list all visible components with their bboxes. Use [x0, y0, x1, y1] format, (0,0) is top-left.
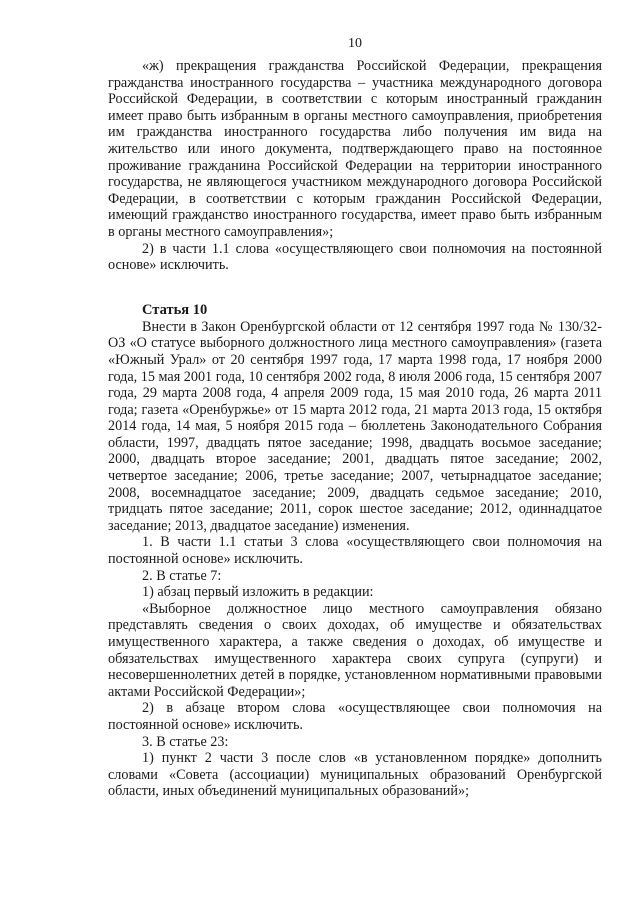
paragraph-amendment-intro: Внести в Закон Оренбургской области от 12 сентября 1997 года № 130/32-ОЗ «О статусе выборного должностного лица местного самоуправления» (газета «Южный Урал» от 20 сентября 1997 года, 17 марта 1998 года, 17 ноября 2000 года, 15 мая 2001 года, 10 сентября 2002 года, 8 июля 2006 года, 15 сентября 2007 года, 29 марта 2008 года, 4 апреля 2009 года, 15 мая 2010 года, 26 марта 2011 года; газета «Оренбуржье» от 15 марта 2012 года, 21 марта 2013 года, 15 октября 2014 года, 14 мая, 5 ноября 2015 года – бюллетень Законодательного Собрания области, 1997, двадцать пятое заседание; 1998, двадцать восьмое заседание; 2000, двадцать второе заседание; 2001, двадцать пятое заседание; 2002, четвертое заседание; 2006, третье заседание; 2007, четырнадцатое заседание; 2008, восемнадцатое заседание; 2009, двадцать седьмое заседание; 2010, тридцать пятое заседание; 2011, сорок шестое заседание; 2012, одиннадцатое заседание; 2013, двадцатое заседание) изменения. — [108, 318, 602, 534]
section-spacer — [108, 274, 602, 302]
paragraph-item-2-2: 2) в абзаце втором слова «осуществляющее свои полномочия на постоянной основе» исключить. — [108, 700, 602, 733]
paragraph-part-1-1: 2) в части 1.1 слова «осуществляющего свои полномочия на постоянной основе» исключить. — [108, 240, 602, 274]
paragraph-item-3-1: 1) пункт 2 части 3 после слов «в установленном порядке» дополнить словами «Совета (ассоциации) муниципальных образований Оренбургской области, иных объединений муниципальных образований»; — [108, 750, 602, 800]
article-heading: Статья 10 — [142, 301, 208, 318]
paragraph-quoted-text: «Выборное должностное лицо местного самоуправления обязано представлять сведения о своих доходах, об имуществе и обязательствах имущественного характера, а также сведения о доходах, об имуществе и обязательствах имущественного характера своих супруга (супруги) и несовершеннолетних детей в порядке, установленном нормативными правовыми актами Российской Федерации»; — [108, 600, 602, 700]
paragraph-item-3: 3. В статье 23: — [142, 733, 229, 750]
page-number: 10 — [348, 36, 362, 51]
paragraph-item-2: 2. В статье 7: — [142, 567, 222, 584]
paragraph-item-2-1: 1) абзац первый изложить в редакции: — [142, 584, 374, 601]
paragraph-ж-clause: «ж) прекращения гражданства Российской Федерации, прекращения гражданства иностранного государства – участника международного договора Российской Федерации, в соответствии с которым иностранный гражданин имеет право быть избранным в органы местного самоуправления, приобретения им гражданства иностранного государства либо получения им вида на жительство или иного документа, подтверждающего право на постоянное проживание гражданина Российской Федерации на территории иностранного государства, не являющегося участником международного договора Российской Федерации, в соответствии с которым гражданин Российской Федерации, имеющий гражданство иностранного государства, имеет право быть избранным в органы местного самоуправления»; — [108, 58, 602, 240]
paragraph-item-1: 1. В части 1.1 статьи 3 слова «осуществляющего свои полномочия на постоянной основе» исключить. — [108, 534, 602, 568]
